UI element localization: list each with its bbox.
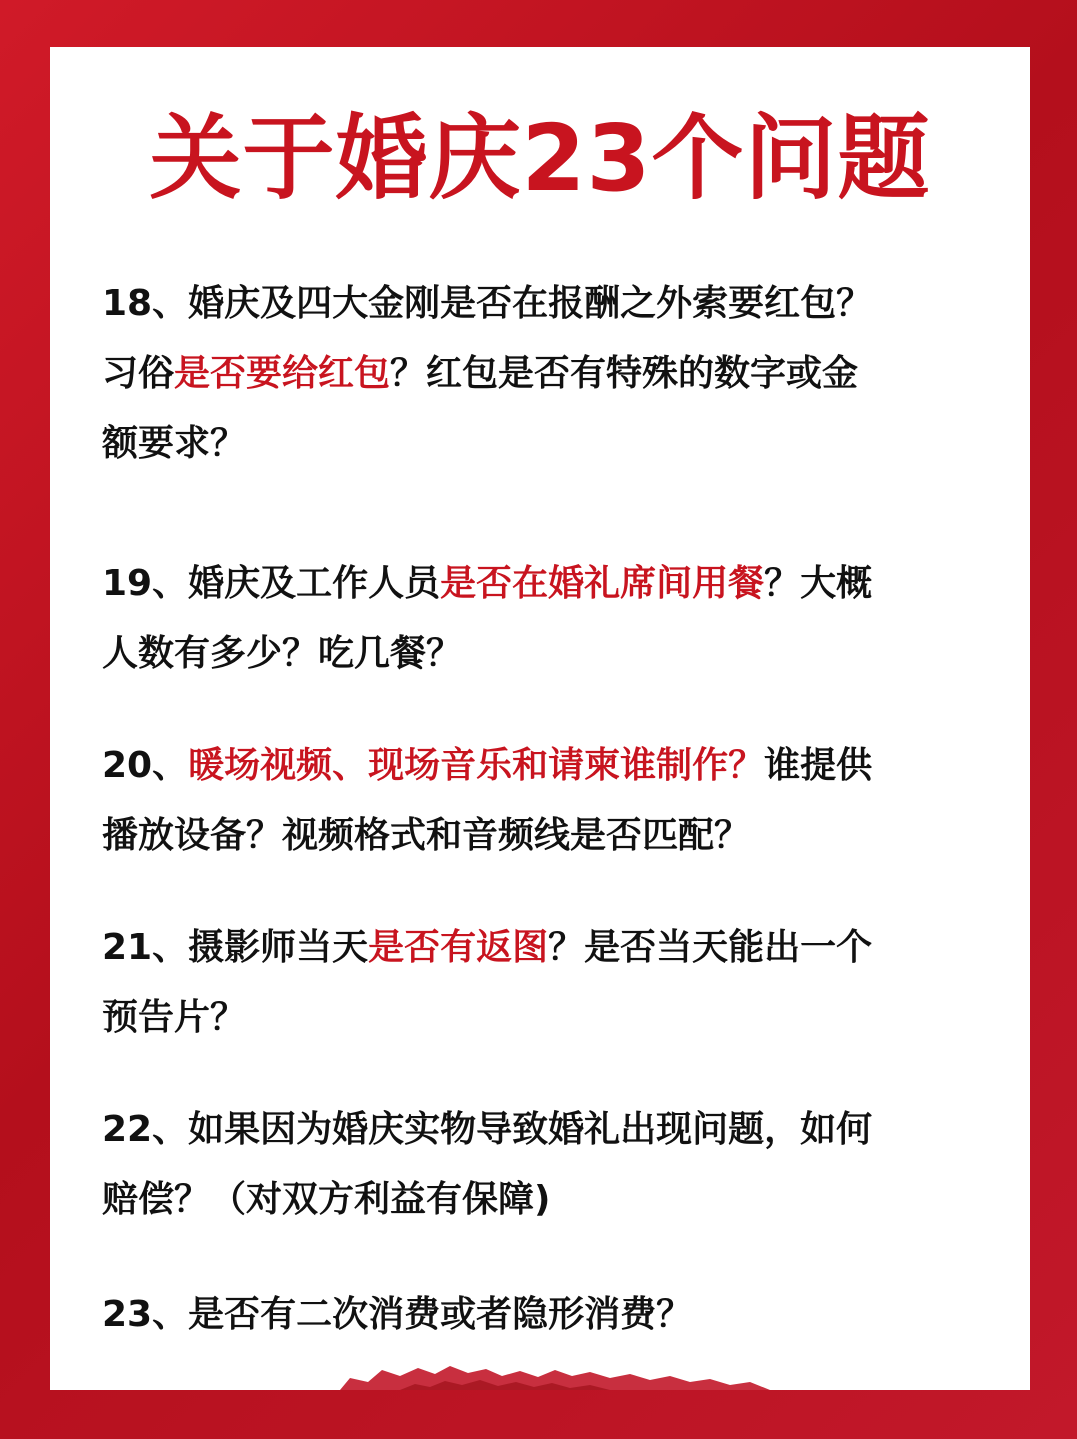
content-card bbox=[50, 47, 1030, 1390]
question-item bbox=[102, 1095, 982, 1235]
question-text: ？大概 bbox=[764, 563, 873, 604]
question-line bbox=[102, 1095, 982, 1165]
question-text: ？红包是否有特殊的数字或金 bbox=[390, 353, 859, 394]
question-item bbox=[102, 913, 982, 1053]
question-text: 23、是否有二次消费或者隐形消费？ bbox=[102, 1294, 693, 1335]
question-line bbox=[102, 619, 982, 689]
page-title: 关于婚庆23个问题 bbox=[149, 105, 931, 212]
question-line bbox=[102, 913, 982, 983]
question-item bbox=[102, 731, 982, 871]
question-text: 播放设备？视频格式和音频线是否匹配？ bbox=[102, 815, 751, 856]
question-text: 22、如果因为婚庆实物导致婚礼出现问题，如何 bbox=[102, 1109, 873, 1150]
question-text: 人数有多少？吃几餐？ bbox=[102, 633, 463, 674]
question-text: 19、婚庆及工作人员 bbox=[102, 563, 441, 604]
question-line bbox=[102, 1165, 982, 1235]
question-text: ？是否当天能出一个 bbox=[548, 927, 873, 968]
question-line bbox=[102, 731, 982, 801]
question-line bbox=[102, 409, 982, 479]
highlighted-text: 是否在婚礼席间用餐 bbox=[440, 563, 765, 604]
question-line bbox=[102, 983, 982, 1053]
question-line bbox=[102, 339, 982, 409]
question-line bbox=[102, 549, 982, 619]
torn-paper-edge bbox=[50, 1340, 1030, 1390]
highlighted-text: 是否要给红包 bbox=[174, 353, 391, 394]
question-text: 谁提供 bbox=[764, 745, 873, 786]
question-text: 预告片？ bbox=[102, 997, 247, 1038]
question-item bbox=[102, 549, 982, 689]
question-text: 20、 bbox=[102, 745, 189, 786]
question-text: 18、婚庆及四大金刚是否在报酬之外索要红包？ bbox=[102, 283, 873, 324]
question-line bbox=[102, 269, 982, 339]
question-line bbox=[102, 801, 982, 871]
question-text: 习俗 bbox=[102, 353, 175, 394]
highlighted-text: 是否有返图 bbox=[368, 927, 549, 968]
question-text: 赔偿？（对双方利益有保障) bbox=[102, 1179, 551, 1220]
question-text: 21、摄影师当天 bbox=[102, 927, 369, 968]
question-item bbox=[102, 269, 982, 479]
question-text: 额要求？ bbox=[102, 423, 247, 464]
highlighted-text: 暖场视频、现场音乐和请柬谁制作？ bbox=[188, 745, 765, 786]
